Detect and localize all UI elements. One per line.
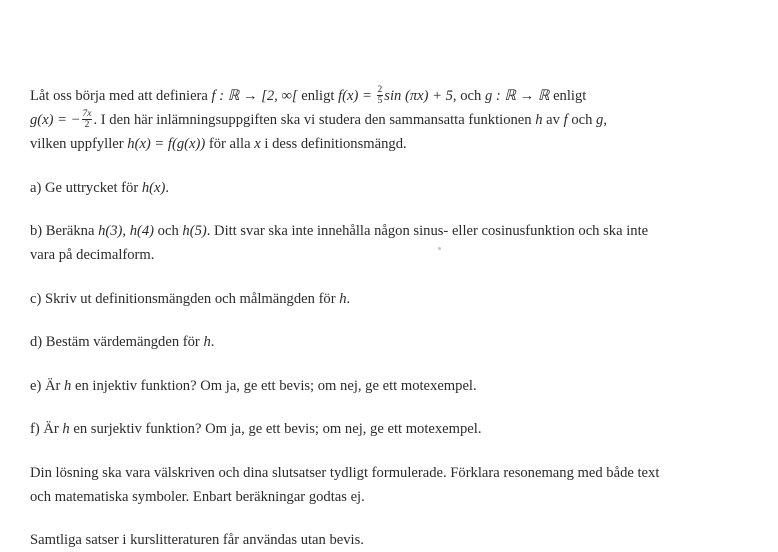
math-f-definition: f(x) =: [338, 88, 376, 104]
instructions-paragraph: [30, 461, 750, 509]
math-h: h: [203, 334, 211, 350]
math-h-3: h(3): [98, 223, 123, 239]
question-text: e) Är: [30, 377, 65, 394]
question-text: en surjektiv funktion? Om ja, ge ett bevis; om nej, ge ett motexempel.: [69, 421, 482, 437]
question-text: b) Beräkna: [30, 223, 99, 239]
intro-text: vilken uppfyller: [30, 136, 128, 152]
intro-text: . I den här inlämningsuppgiften ska vi studera den sammansatta funktionen: [93, 112, 536, 128]
math-h-4: h(4): [129, 223, 155, 239]
math-g-signature: g : ℝ → ℝ: [484, 88, 550, 104]
stray-dot: [438, 247, 441, 250]
question-text: d) Bestäm värdemängden för: [30, 334, 204, 350]
intro-text: , och: [452, 88, 485, 104]
question-a: [30, 176, 750, 200]
math-f: f: [563, 112, 568, 128]
instructions-text: och matematiska symboler. Enbart beräkningar godtas ej.: [30, 488, 365, 505]
question-b: [30, 219, 750, 267]
question-text: f) Är: [30, 421, 63, 437]
question-d: [30, 330, 750, 354]
question-f: [30, 417, 750, 441]
intro-text: ,: [603, 112, 607, 128]
math-h: h: [64, 377, 72, 394]
question-text: en injektiv funktion? Om ja, ge ett bevis; om nej, ge ett motexempel.: [71, 377, 477, 394]
math-h-of-x: h(x): [141, 179, 166, 196]
question-text: .: [210, 334, 215, 350]
math-h-definition: h(x) = f(g(x)): [127, 136, 206, 152]
math-x: x: [254, 136, 261, 152]
fraction-seven-x-half: [82, 109, 93, 130]
math-h-5: h(5): [182, 223, 207, 239]
intro-paragraph: [30, 84, 750, 156]
question-text: .: [346, 290, 351, 307]
fraction-numerator: 7x: [82, 109, 92, 120]
question-text: vara på decimalform.: [30, 247, 155, 263]
question-e: [30, 374, 750, 398]
question-text: . Ditt svar ska inte innehålla någon sinus- eller cosinusfunktion och ska inte: [206, 223, 649, 239]
intro-text: i dess definitionsmängd.: [260, 136, 407, 152]
fraction-numerator: 2: [377, 85, 383, 96]
intro-text: enligt: [549, 88, 587, 104]
intro-text: för alla: [205, 136, 255, 152]
fraction-denominator: 5: [377, 96, 383, 107]
question-c: [30, 287, 750, 311]
question-text: c) Skriv ut definitionsmängden och målmängden för: [30, 290, 340, 307]
fraction-two-fifths: [377, 85, 384, 106]
intro-text: och: [567, 112, 597, 128]
instructions-text: Din lösning ska vara välskriven och dina slutsatser tydligt formulerade. Förklara resonemang med både text: [30, 464, 660, 481]
assignment-text: [30, 84, 750, 552]
math-h: h: [535, 112, 543, 128]
question-text: ,: [122, 223, 130, 239]
question-text: .: [165, 179, 169, 196]
intro-text: Låt oss börja med att definiera: [30, 88, 212, 104]
intro-text: enligt: [297, 88, 339, 104]
fraction-denominator: 2: [84, 120, 90, 131]
math-g: g: [596, 112, 604, 128]
math-f-definition-rest: sin (πx) + 5: [384, 88, 453, 104]
math-h: h: [339, 290, 347, 307]
math-f-signature: f : ℝ → [2, ∞[: [211, 88, 298, 104]
question-text: a) Ge uttrycket för: [30, 179, 142, 196]
question-text: och: [154, 223, 183, 239]
intro-text: av: [542, 112, 564, 128]
math-h: h: [62, 421, 70, 437]
math-g-definition: g(x) = −: [30, 112, 81, 128]
footer-note: Samtliga satser i kurslitteraturen får användas utan bevis.: [30, 532, 364, 548]
